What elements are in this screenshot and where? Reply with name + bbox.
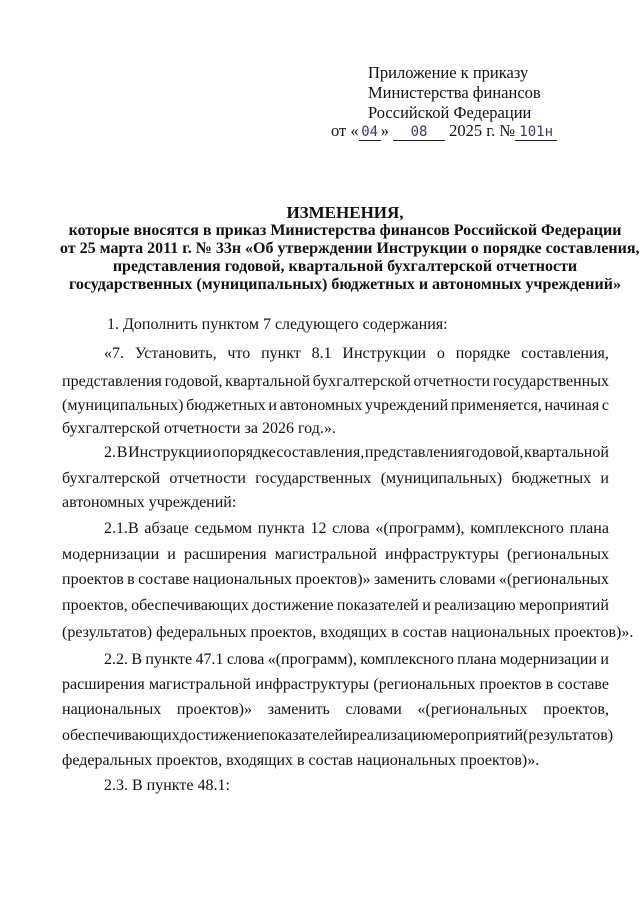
word: абзаце (144, 520, 189, 537)
word: 8.1 (311, 345, 332, 362)
word: словами (439, 571, 496, 588)
header-line-1: Приложение к приказу (368, 63, 529, 82)
date-day: 04 (359, 125, 381, 141)
word: комплексного (470, 520, 564, 537)
paragraph-5-line-3 (62, 701, 609, 719)
word: пункта (257, 520, 305, 537)
word: бюджетных (511, 470, 592, 487)
word: о (436, 345, 445, 362)
word: и (600, 651, 609, 668)
word: применяется, (450, 397, 542, 414)
header-date-line (331, 121, 557, 141)
paragraph-3-line-1 (104, 444, 609, 462)
word: составе (138, 571, 190, 588)
word: составления, (521, 345, 609, 362)
word: мероприятий (519, 597, 609, 614)
paragraph-6: 2.3. В пункте 48.1: (104, 777, 230, 794)
word: составления, (276, 444, 365, 461)
word: пункт (261, 345, 301, 362)
header-line-2: Министерства финансов (368, 83, 541, 102)
word: проектов)» (176, 701, 253, 718)
word: в (127, 571, 135, 588)
word: представления (364, 444, 465, 461)
word: обеспечивающих (131, 597, 249, 614)
word: Инструкции (128, 444, 212, 461)
word: годовой, (465, 444, 524, 461)
word: модернизации (499, 651, 597, 668)
word: что (227, 345, 251, 362)
word: «7. (104, 345, 124, 362)
paragraph-5-line-1 (104, 651, 609, 669)
word: автономных (279, 397, 363, 414)
date-month: 08 (393, 125, 445, 141)
word: инфраструктуры (385, 546, 499, 563)
paragraph-4-line-1 (104, 520, 609, 538)
order-number: 101н (515, 125, 557, 141)
word: отчетности (413, 373, 491, 390)
word: плана (569, 520, 609, 537)
document-title: ИЗМЕНЕНИЯ, (286, 203, 404, 222)
paragraph-3-line-2 (62, 470, 609, 488)
word: Инструкции (342, 345, 427, 362)
word: проектов, (62, 597, 128, 614)
word: 2. (104, 444, 116, 461)
date-year: 2025 г. № (449, 121, 516, 140)
word: показателей (336, 597, 419, 614)
word: (муниципальных) (380, 470, 503, 487)
paragraph-3-line-3: автономных учреждений: (62, 494, 237, 511)
word: (результатов) (523, 727, 614, 744)
word: магистральной (148, 676, 252, 693)
paragraph-2-line-4: бухгалтерской отчетности за 2026 год.». (62, 420, 336, 437)
word: слова (332, 520, 370, 537)
word: достижение (179, 727, 262, 744)
word: «(программ), (375, 520, 465, 537)
word: инфраструктуры (255, 676, 370, 693)
word: (муниципальных) (62, 397, 184, 414)
word: государственных (492, 373, 609, 390)
word: проектов (479, 676, 542, 693)
word: плана (457, 651, 497, 668)
word: 2.2. (104, 651, 128, 668)
word: (региональных (373, 676, 476, 693)
word: порядке (455, 345, 511, 362)
word: проектов (62, 571, 124, 588)
word: «(региональных (417, 701, 528, 718)
paragraph-2-line-2 (62, 373, 609, 391)
word: модернизации (62, 546, 160, 563)
word: национальных (62, 701, 162, 718)
paragraph-5-line-4 (62, 727, 614, 745)
word: начиная (544, 397, 600, 414)
title-subline-3: представления годовой, квартальной бухгалтерской отчетности (112, 258, 578, 275)
paragraph-4-line-5: (результатов) федеральных проектов, входящих в состав национальных проектов)». (62, 624, 634, 641)
word: и (268, 397, 277, 414)
word: словами (345, 701, 402, 718)
word: (региональных (507, 546, 609, 563)
word: заменить (267, 701, 330, 718)
paragraph-2-line-3 (62, 397, 609, 415)
word: бухгалтерской (312, 373, 411, 390)
word: комплексного (360, 651, 454, 668)
word: 47.1 (195, 651, 224, 668)
word: показателей (261, 727, 344, 744)
word: 2.1.В (104, 520, 139, 537)
word: В (116, 444, 128, 461)
word: проектов, (543, 701, 609, 718)
word: магистральной (274, 546, 377, 563)
word: седьмом (194, 520, 253, 537)
word: и (600, 470, 609, 487)
word: в (545, 676, 554, 693)
word: реализацию (351, 727, 434, 744)
word: расширения (62, 676, 145, 693)
word: квартальной (524, 444, 609, 461)
word: и (422, 597, 431, 614)
word: В (131, 651, 143, 668)
title-subline-2: от 25 марта 2011 г. № 33н «Об утверждении Инструкции о порядке составления, (60, 240, 640, 257)
paragraph-4-line-2 (62, 546, 609, 564)
word: мероприятий (433, 727, 523, 744)
title-subline-4: государственных (муниципальных) бюджетных и автономных учреждений» (69, 276, 621, 293)
paragraph-4-line-4 (62, 597, 609, 615)
paragraph-1: 1. Дополнить пунктом 7 следующего содержания: (107, 316, 448, 333)
word: 12 (310, 520, 327, 537)
paragraph-2-line-1 (104, 345, 609, 363)
word: представления (62, 373, 162, 390)
word: заменить (373, 571, 436, 588)
word: с (601, 397, 609, 414)
word: отчетности (169, 470, 246, 487)
word: обеспечивающих (62, 727, 180, 744)
paragraph-5-line-2 (62, 676, 609, 694)
header-line-3: Российской Федерации (368, 103, 532, 122)
date-prefix: от « (331, 121, 359, 140)
word: годовой, (164, 373, 223, 390)
word: Установить, (134, 345, 217, 362)
word: квартальной (225, 373, 311, 390)
paragraph-5-line-5: федеральных проектов, входящих в состав национальных проектов)». (62, 752, 540, 769)
date-day-close: » (380, 121, 389, 140)
word: пункте (145, 651, 193, 668)
word: расширения (183, 546, 267, 563)
word: реализацию (434, 597, 516, 614)
word: и (167, 546, 176, 563)
word: о (212, 444, 221, 461)
word: государственных (255, 470, 372, 487)
paragraph-4-line-3 (62, 571, 609, 589)
word: достижение (252, 597, 334, 614)
word: слова (226, 651, 265, 668)
word: учреждений (365, 397, 449, 414)
word: порядке (221, 444, 276, 461)
word: бюджетных (186, 397, 266, 414)
word: бухгалтерской (62, 470, 161, 487)
word: «(программ), (267, 651, 357, 668)
word: и (343, 727, 352, 744)
title-subline-1: которые вносятся в приказ Министерства финансов Российской Федерации (68, 222, 622, 239)
word: составе (557, 676, 609, 693)
word: проектов)» (295, 571, 371, 588)
word: «(региональных (498, 571, 609, 588)
word: национальных (192, 571, 293, 588)
